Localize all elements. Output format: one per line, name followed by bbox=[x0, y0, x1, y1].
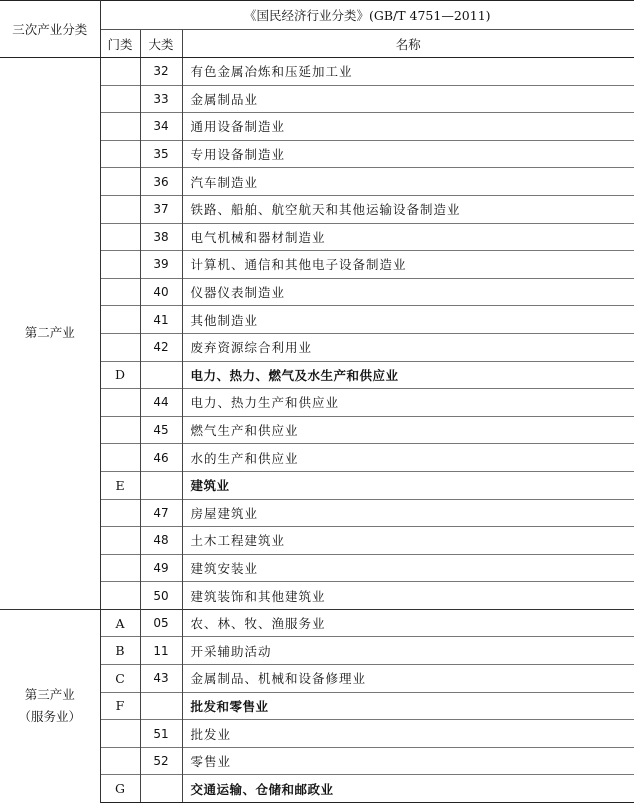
men-cell bbox=[100, 85, 140, 113]
da-cell: 38 bbox=[140, 223, 182, 251]
men-cell: D bbox=[100, 361, 140, 389]
men-cell bbox=[100, 582, 140, 610]
da-cell: 42 bbox=[140, 333, 182, 361]
da-cell bbox=[140, 775, 182, 803]
men-cell: B bbox=[100, 637, 140, 665]
standard-title-header: 《国民经济行业分类》(GB/T 4751—2011) bbox=[100, 1, 634, 30]
da-cell: 48 bbox=[140, 527, 182, 555]
men-cell bbox=[100, 333, 140, 361]
name-cell: 批发业 bbox=[182, 720, 634, 748]
da-cell: 41 bbox=[140, 306, 182, 334]
da-cell bbox=[140, 361, 182, 389]
men-cell bbox=[100, 527, 140, 555]
name-cell: 建筑装饰和其他建筑业 bbox=[182, 582, 634, 610]
name-cell: 电力、热力、燃气及水生产和供应业 bbox=[182, 361, 634, 389]
name-cell: 燃气生产和供应业 bbox=[182, 416, 634, 444]
men-cell bbox=[100, 251, 140, 279]
name-cell: 废弃资源综合利用业 bbox=[182, 333, 634, 361]
men-cell bbox=[100, 747, 140, 775]
men-cell bbox=[100, 195, 140, 223]
name-cell: 金属制品、机械和设备修理业 bbox=[182, 665, 634, 693]
men-cell: E bbox=[100, 471, 140, 499]
da-cell: 49 bbox=[140, 554, 182, 582]
table-row bbox=[0, 609, 634, 637]
name-cell: 专用设备制造业 bbox=[182, 140, 634, 168]
da-column-header: 大类 bbox=[140, 30, 182, 58]
name-cell: 汽车制造业 bbox=[182, 168, 634, 196]
name-cell: 仪器仪表制造业 bbox=[182, 278, 634, 306]
men-cell bbox=[100, 58, 140, 86]
men-cell bbox=[100, 416, 140, 444]
men-cell bbox=[100, 140, 140, 168]
men-cell: A bbox=[100, 609, 140, 637]
da-cell: 34 bbox=[140, 113, 182, 141]
name-cell: 开采辅助活动 bbox=[182, 637, 634, 665]
da-cell: 50 bbox=[140, 582, 182, 610]
da-cell: 39 bbox=[140, 251, 182, 279]
men-cell bbox=[100, 554, 140, 582]
men-cell bbox=[100, 113, 140, 141]
men-cell bbox=[100, 444, 140, 472]
sector-tertiary-label: 第三产业 bbox=[24, 687, 75, 703]
da-cell: 52 bbox=[140, 747, 182, 775]
name-cell: 批发和零售业 bbox=[182, 692, 634, 720]
da-cell: 45 bbox=[140, 416, 182, 444]
name-cell: 建筑业 bbox=[182, 471, 634, 499]
da-cell bbox=[140, 692, 182, 720]
name-cell: 交通运输、仓储和邮政业 bbox=[182, 775, 634, 803]
name-cell: 农、林、牧、渔服务业 bbox=[182, 609, 634, 637]
da-cell: 40 bbox=[140, 278, 182, 306]
header-row-1 bbox=[0, 1, 634, 30]
name-cell: 电气机械和器材制造业 bbox=[182, 223, 634, 251]
da-cell: 43 bbox=[140, 665, 182, 693]
name-cell: 电力、热力生产和供应业 bbox=[182, 389, 634, 417]
men-cell bbox=[100, 389, 140, 417]
men-cell bbox=[100, 499, 140, 527]
men-cell bbox=[100, 306, 140, 334]
name-cell: 土木工程建筑业 bbox=[182, 527, 634, 555]
da-cell: 46 bbox=[140, 444, 182, 472]
table-row bbox=[0, 58, 634, 86]
sector-column-header: 三次产业分类 bbox=[0, 1, 100, 58]
name-cell: 其他制造业 bbox=[182, 306, 634, 334]
da-cell: 47 bbox=[140, 499, 182, 527]
men-cell bbox=[100, 168, 140, 196]
da-cell: 51 bbox=[140, 720, 182, 748]
name-cell: 金属制品业 bbox=[182, 85, 634, 113]
da-cell: 35 bbox=[140, 140, 182, 168]
name-column-header: 名称 bbox=[182, 30, 634, 58]
sector-cell-secondary: 第二产业 bbox=[0, 58, 100, 610]
sector-cell-tertiary bbox=[0, 609, 100, 802]
name-cell: 通用设备制造业 bbox=[182, 113, 634, 141]
da-cell: 11 bbox=[140, 637, 182, 665]
name-cell: 建筑安装业 bbox=[182, 554, 634, 582]
name-cell: 房屋建筑业 bbox=[182, 499, 634, 527]
men-cell bbox=[100, 720, 140, 748]
men-cell bbox=[100, 223, 140, 251]
da-cell: 05 bbox=[140, 609, 182, 637]
name-cell: 有色金属冶炼和压延加工业 bbox=[182, 58, 634, 86]
name-cell: 铁路、船舶、航空航天和其他运输设备制造业 bbox=[182, 195, 634, 223]
name-cell: 计算机、通信和其他电子设备制造业 bbox=[182, 251, 634, 279]
men-cell: F bbox=[100, 692, 140, 720]
da-cell: 36 bbox=[140, 168, 182, 196]
men-cell bbox=[100, 278, 140, 306]
da-cell: 32 bbox=[140, 58, 182, 86]
men-column-header: 门类 bbox=[100, 30, 140, 58]
sector-tertiary-sublabel: （服务业） bbox=[18, 709, 81, 725]
da-cell: 44 bbox=[140, 389, 182, 417]
men-cell: G bbox=[100, 775, 140, 803]
da-cell: 37 bbox=[140, 195, 182, 223]
da-cell bbox=[140, 471, 182, 499]
name-cell: 零售业 bbox=[182, 747, 634, 775]
name-cell: 水的生产和供应业 bbox=[182, 444, 634, 472]
men-cell: C bbox=[100, 665, 140, 693]
da-cell: 33 bbox=[140, 85, 182, 113]
